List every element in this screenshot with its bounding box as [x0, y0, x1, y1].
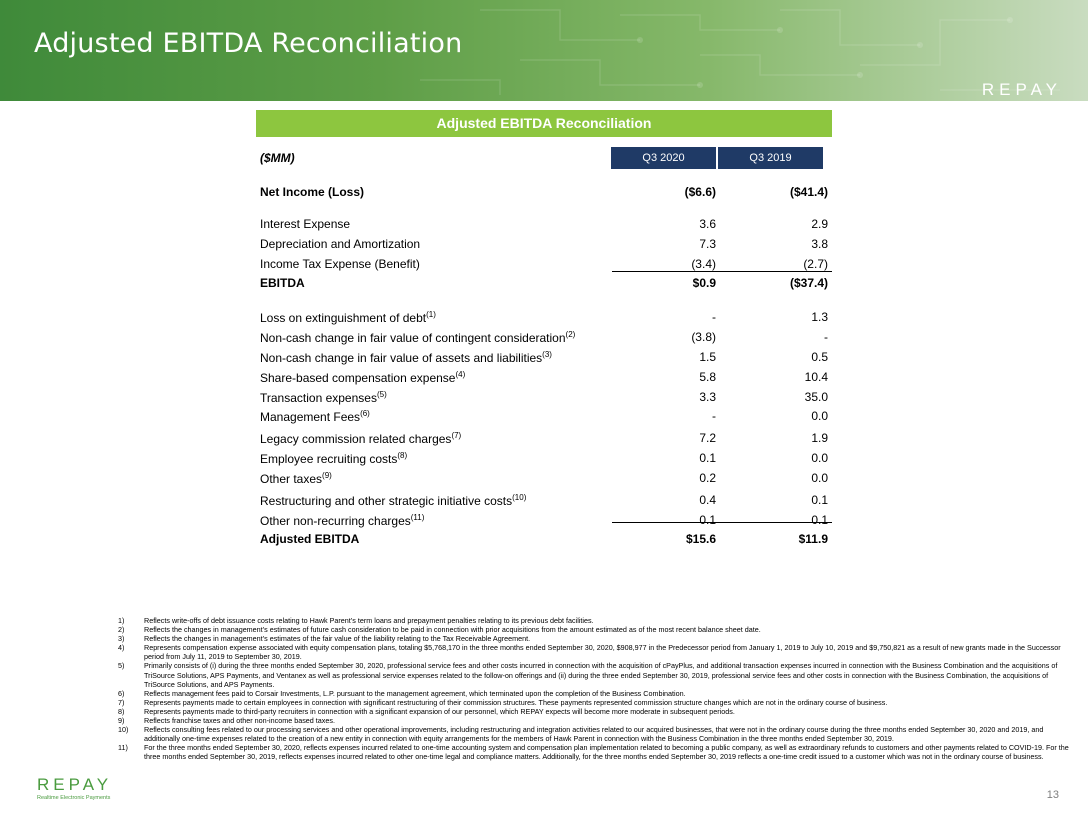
value-q3-2019: 3.8: [811, 237, 828, 251]
table-row: [260, 511, 832, 529]
row-label-text: Loss on extinguishment of debt: [260, 311, 427, 325]
footnote-number: 11): [118, 743, 128, 753]
row-label-text: Depreciation and Amortization: [260, 237, 421, 251]
table-row: [260, 388, 832, 406]
value-q3-2020: 5.8: [699, 370, 716, 384]
value-q3-2019: -: [824, 330, 828, 344]
table-row: [260, 429, 832, 447]
footnote-text: Reflects write-offs of debt issuance costs relating to Hawk Parent’s term loans and prepayment penalties relating to its previous debt facilities.: [144, 616, 594, 625]
table-row: [260, 274, 832, 292]
footnote-reference: (1): [426, 310, 436, 319]
footnote-reference: (7): [451, 431, 462, 440]
table-row: [260, 308, 832, 326]
footnote-reference: (5): [376, 390, 387, 399]
footnote-text: Represents compensation expense associated with equity compensation plans, totaling $5,768,170 in the three months ended September 30, 2020, $908,977 in the Predecessor period from January 1, 2019 to July 10, 2019 and $9,750,821 as a result of new grants made in the Successor period from July 11, 2019 to September 30, 2019.: [144, 643, 1061, 662]
row-label-text: Other non-recurring charges: [260, 514, 411, 528]
value-q3-2020: ($6.6): [684, 185, 716, 199]
table-row: [260, 368, 832, 386]
table-row: [260, 530, 832, 548]
table-title: Adjusted EBITDA Reconciliation: [256, 110, 832, 137]
row-label: [260, 431, 461, 446]
row-label: [260, 370, 465, 385]
footnote-number: 3): [118, 634, 125, 644]
footnote-item: [118, 725, 1078, 743]
summation-rule: [612, 271, 832, 272]
summation-rule: [612, 522, 832, 523]
value-q3-2019: 2.9: [811, 217, 828, 231]
row-label-text: Net Income (Loss): [260, 185, 365, 199]
value-q3-2019: 10.4: [804, 370, 828, 384]
table-row: [260, 407, 832, 425]
slide-title: Adjusted EBITDA Reconciliation: [34, 28, 463, 59]
row-label-text: Non-cash change in fair value of contingent consideration: [260, 331, 566, 345]
table-row: [260, 183, 832, 201]
value-q3-2019: 0.0: [811, 451, 828, 465]
value-q3-2019: ($37.4): [789, 276, 828, 290]
footnote-number: 9): [118, 716, 125, 726]
value-q3-2020: $0.9: [692, 276, 716, 290]
row-label: [260, 276, 305, 290]
row-label-text: Transaction expenses: [260, 391, 377, 405]
column-header-q3-2020: Q3 2020: [611, 147, 716, 169]
column-header-row: [260, 147, 832, 169]
value-q3-2019: 0.0: [811, 471, 828, 485]
row-label-text: Share-based compensation expense: [260, 371, 456, 385]
value-q3-2020: 1.5: [699, 350, 716, 364]
value-q3-2020: 0.2: [699, 471, 716, 485]
footnote-number: 6): [118, 688, 125, 698]
value-q3-2019: 1.3: [811, 310, 828, 324]
row-label-text: Other taxes: [260, 472, 323, 486]
row-label: [260, 257, 420, 271]
row-label-text: Legacy commission related charges: [260, 432, 452, 446]
row-label-text: Restructuring and other strategic initiative costs: [260, 494, 513, 508]
value-q3-2020: 7.3: [699, 237, 716, 251]
value-q3-2020: 3.3: [699, 390, 716, 404]
table-row: [260, 449, 832, 467]
row-label-text: Adjusted EBITDA: [260, 532, 360, 546]
table-row: [260, 235, 832, 253]
row-label: [260, 451, 407, 466]
row-label-text: Management Fees: [260, 410, 361, 424]
value-q3-2020: -: [712, 409, 716, 423]
footnote-number: 10): [118, 725, 129, 735]
value-q3-2019: $11.9: [798, 532, 828, 546]
row-label: [260, 217, 350, 231]
footnote-number: 8): [118, 706, 125, 716]
column-header-q3-2019: Q3 2019: [718, 147, 823, 169]
row-label-text: Employee recruiting costs: [260, 452, 398, 466]
footnote-reference: (6): [360, 409, 370, 418]
footnote-item: [118, 634, 1078, 643]
footnote-reference: (4): [455, 370, 466, 379]
value-q3-2019: 0.1: [811, 493, 828, 507]
brand-tagline: Realtime Electronic Payments: [37, 795, 111, 801]
footnote-reference: (9): [322, 471, 332, 480]
table-row: [260, 348, 832, 366]
footnote-number: 7): [118, 697, 125, 707]
row-label: [260, 310, 436, 325]
repay-logo-top: REPAY: [981, 80, 1062, 99]
value-q3-2020: -: [712, 310, 716, 324]
row-label-text: Interest Expense: [260, 217, 351, 231]
footnote-item: [118, 707, 1078, 716]
row-label-text: Non-cash change in fair value of assets and liabilities: [260, 351, 543, 365]
unit-label: ($MM): [260, 151, 295, 165]
value-q3-2020: 0.1: [699, 513, 716, 527]
value-q3-2019: 1.9: [811, 431, 828, 445]
footnote-number: 2): [118, 625, 125, 635]
value-q3-2019: 0.1: [811, 513, 828, 527]
row-label: [260, 185, 364, 199]
row-label-text: EBITDA: [260, 276, 305, 290]
footnote-item: [118, 616, 1078, 625]
footnote-item: [118, 661, 1078, 688]
row-label: [260, 493, 526, 508]
row-label: [260, 513, 424, 528]
value-q3-2019: 0.5: [811, 350, 828, 364]
value-q3-2019: (2.7): [803, 257, 828, 271]
row-label: [260, 390, 387, 405]
value-q3-2019: ($41.4): [789, 185, 828, 199]
repay-logo-bottom: REPAY: [37, 775, 113, 794]
footnote-item: [118, 625, 1078, 634]
footnote-item: [118, 698, 1078, 707]
footnote-reference: (8): [397, 451, 408, 460]
footnote-text: Reflects the changes in management’s estimates of future cash consideration to be paid in connection with prior acquisitions from the amount estimated as of the most recent balance sheet date.: [144, 625, 761, 635]
row-label: [260, 330, 575, 345]
footnote-text: Represents payments made to certain employees in connection with significant restructuring of their commission structures. These payments represented commission structure changes which are not in the ordinary course of business.: [144, 697, 888, 707]
value-q3-2020: (3.4): [691, 257, 716, 271]
value-q3-2020: (3.8): [691, 330, 716, 344]
row-label: [260, 409, 370, 424]
value-q3-2020: 3.6: [699, 217, 716, 231]
footnote-text: Represents payments made to third-party recruiters in connection with a significant expansion of our personnel, which REPAY expects will become more moderate in subsequent periods.: [144, 706, 735, 716]
table-row: [260, 469, 832, 487]
footnote-text: Reflects management fees paid to Corsair Investments, L.P. pursuant to the management agreement, which terminated upon the completion of the Business Combination.: [144, 688, 686, 698]
footnote-reference: (3): [542, 350, 552, 359]
footnote-number: 5): [118, 661, 125, 671]
footnote-text: Primarily consists of (i) during the three months ended September 30, 2020, professional service fees and other costs incurred in connection with the acquisition of cPayPlus, and additional transaction expenses incurred in connection with the Business Combination and the acquisitions of TriSource Solutions, APS Payments, and Ventanex as well as professional service expenses related to the follow-on offerings and (ii) during the three ended September 30, 2019, professional service fees and other costs in connection with the Business Combination, the acquisitions of TriSource Solutions, and APS Payments.: [144, 661, 1058, 689]
footnote-text: Reflects the changes in management’s estimates of the fair value of the liability relating to the Tax Receivable Agreement.: [144, 634, 531, 644]
row-label: [260, 350, 552, 365]
footnote-item: [118, 689, 1078, 698]
footnote-text: For the three months ended September 30, 2020, reflects expenses incurred related to one-time accounting system and compensation plan implementation related to becoming a public company, as well as extraordinary refunds to customers and other payments related to COVID-19. For the three months ended September 30, 2019, reflects expenses incurred related to other one-time legal and compliance matters. Additionally, for the three months ended September 30, 2019 reflects a one-time credit issued to a customer which was not in the ordinary course of business.: [144, 743, 1069, 762]
footnote-item: [118, 716, 1078, 725]
table-row: [260, 215, 832, 233]
page-number: 13: [1046, 789, 1059, 801]
value-q3-2020: $15.6: [685, 532, 716, 546]
footnote-number: 4): [118, 643, 125, 653]
value-q3-2020: 0.1: [699, 451, 716, 465]
row-label: [260, 532, 359, 546]
footnotes: [118, 616, 1078, 762]
header-banner: [0, 0, 1088, 101]
row-label: [260, 237, 420, 251]
row-label-text: Income Tax Expense (Benefit): [260, 257, 420, 271]
table-row: [260, 328, 832, 346]
footnote-reference: (2): [565, 330, 576, 339]
value-q3-2019: 35.0: [804, 390, 828, 404]
value-q3-2020: 0.4: [699, 493, 716, 507]
footnote-item: [118, 743, 1078, 761]
footnote-reference: (10): [512, 493, 527, 502]
footnote-text: Reflects consulting fees related to our processing services and other operational improvements, including restructuring and integration activities related to our acquired businesses, that were not in the ordinary course during the three months ended September 30, 2020 and 2019, and additionally one-time expenses related to the creation of a new entity in connection with equity arrangements for the members of Hawk Parent in connection with the Business Combination in the three months ended September 30, 2019.: [144, 725, 1044, 744]
value-q3-2019: 0.0: [811, 409, 828, 423]
footnote-number: 1): [118, 616, 125, 625]
footnote-item: [118, 643, 1078, 661]
footnote-reference: (11): [410, 513, 425, 522]
row-label: [260, 471, 332, 486]
footnote-text: Reflects franchise taxes and other non-income based taxes.: [144, 716, 335, 726]
table-row: [260, 491, 832, 509]
value-q3-2020: 7.2: [699, 431, 716, 445]
